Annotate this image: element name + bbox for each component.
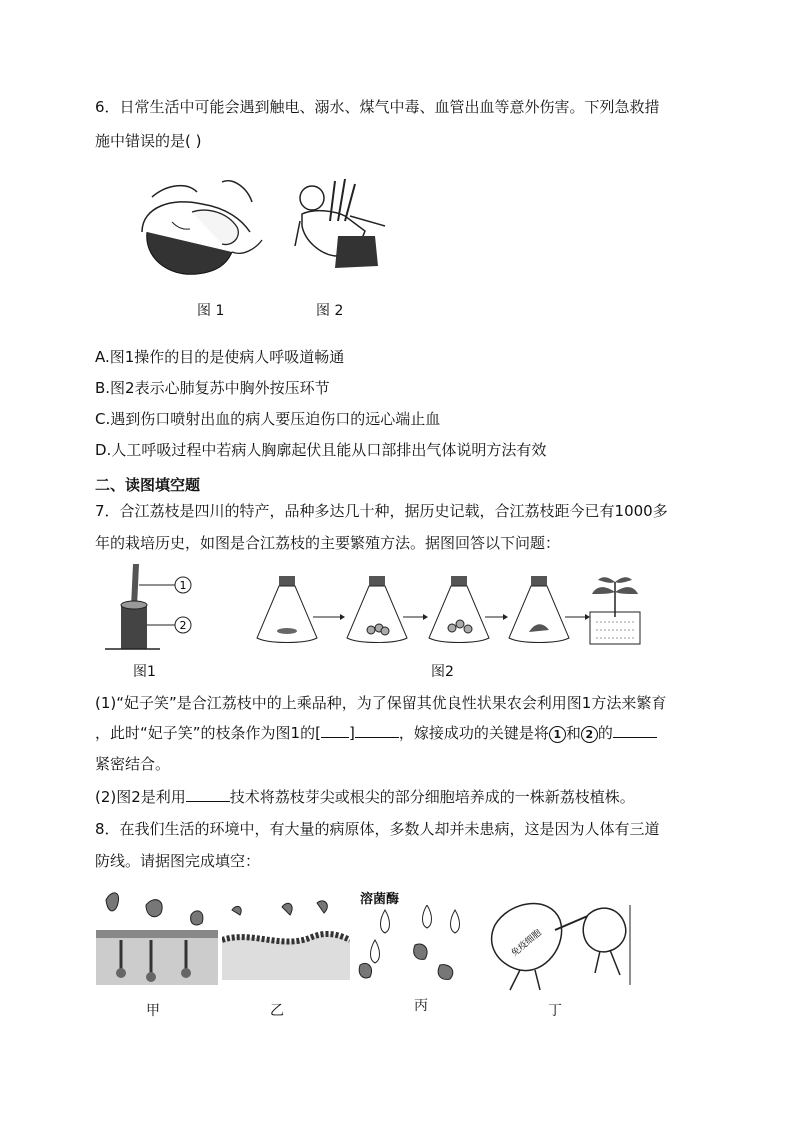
antibody-label: 免疫细胞 [509, 928, 544, 959]
q8-stem-line2: 防线。请据图完成填空： [95, 852, 261, 870]
q6-option-d: D.人工呼吸过程中若病人胸廓起伏且能从口部排出气体说明方法有效 [95, 441, 547, 459]
q7-stem-line1: 7．合江荔枝是四川的特产，品种多达几十种，据历史记载，合江荔枝距今已有1000多 [95, 502, 668, 520]
label-1: 1 [179, 579, 187, 592]
q6-fig1-caption: 图 1 [197, 303, 225, 319]
section-title: 二、读图填空题 [95, 476, 201, 494]
blank-4[interactable] [186, 787, 230, 802]
airway-figure [132, 172, 267, 287]
immune-figure [480, 885, 640, 995]
q6-stem-line1: 6．日常生活中可能会遇到触电、溺水、煤气中毒、血管出血等意外伤害。下列急救措 [95, 98, 660, 116]
q6-option-a: A.图1操作的目的是使病人呼吸道畅通 [95, 348, 345, 366]
label-2: 2 [179, 619, 187, 632]
q6-fig2-caption: 图 2 [316, 303, 344, 319]
q6-stem-line2: 施中错误的是( ) [95, 132, 202, 150]
q8-caption-ding: 丁 [548, 1003, 562, 1019]
mucosa-figure [222, 895, 350, 980]
q7-p1-line2: ，此时“妃子笑”的枝条作为图1的[ ] ，嫁接成功的关键是将 1 和 2 的 [95, 722, 657, 743]
q6-option-c: C.遇到伤口喷射出血的病人要压迫伤口的远心端止血 [95, 410, 441, 428]
q7-fig1-caption: 图1 [133, 664, 156, 680]
lysozyme-figure [355, 905, 475, 990]
q6-option-b: B.图2表示心肺复苏中胸外按压环节 [95, 379, 330, 397]
cpr-figure [290, 176, 390, 271]
q8-caption-bing: 丙 [414, 998, 428, 1014]
skin-figure [96, 885, 218, 985]
q7-p1-line3: 紧密结合。 [95, 755, 171, 773]
q8-caption-jia: 甲 [146, 1003, 160, 1019]
q8-stem-line1: 8．在我们生活的环境中，有大量的病原体，多数人却并未患病，这是因为人体有三道 [95, 820, 660, 838]
blank-2[interactable] [355, 723, 399, 738]
grafting-figure [105, 562, 200, 652]
q7-stem-line2: 年的栽培历史，如图是合江荔枝的主要繁殖方法。据图回答以下问题： [95, 534, 561, 552]
circle-1: 1 [549, 726, 566, 743]
q7-p2: (2)图2是利用 技术将荔枝芽尖或根尖的部分细胞培养成的一株新荔枝植株。 [95, 788, 635, 806]
lysozyme-label: 溶菌酶 [360, 892, 400, 907]
tissue-culture-figure [255, 572, 645, 657]
circle-2: 2 [581, 726, 598, 743]
q8-caption-yi: 乙 [270, 1003, 284, 1019]
q7-p1-line1: (1)“妃子笑”是合江荔枝中的上乘品种，为了保留其优良性状果农会利用图1方法来繁育 [95, 694, 667, 712]
blank-3[interactable] [613, 723, 657, 738]
blank-1[interactable] [321, 723, 349, 738]
q7-fig2-caption: 图2 [431, 664, 454, 680]
